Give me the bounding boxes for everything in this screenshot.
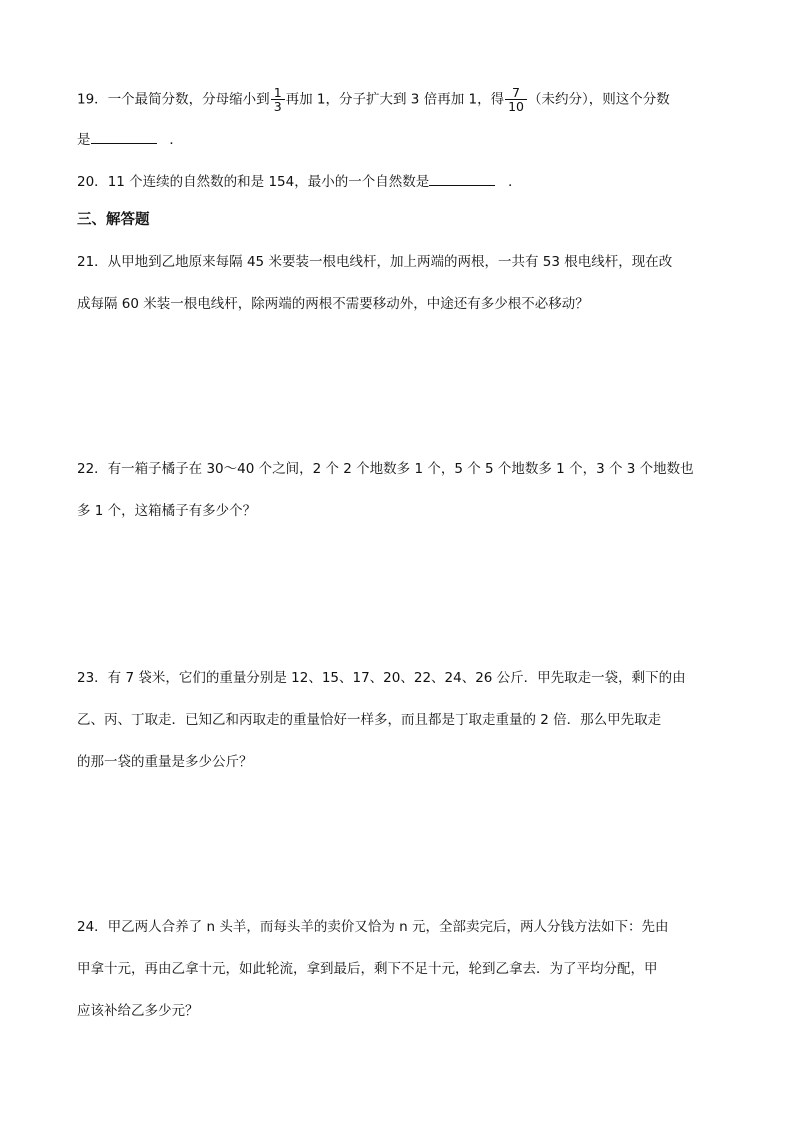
fraction-one-third	[271, 86, 285, 113]
question-text: 是	[77, 132, 91, 148]
fraction-denominator: 3	[273, 99, 282, 114]
question-23-line-1: 23．有 7 袋米，它们的重量分别是 12、15、17、20、22、24、26 公斤．甲先取走一袋，剩下的由	[77, 670, 686, 686]
question-number: 19．	[77, 91, 108, 108]
question-21-line-1: 21．从甲地到乙地原来每隔 45 米要装一根电线杆，加上两端的两根，一共有 53 根电线杆，现在改	[77, 254, 673, 270]
question-21-line-2: 成每隔 60 米装一根电线杆，除两端的两根不需要移动外，中途还有多少根不必移动？	[77, 296, 589, 312]
question-24-line-2: 甲拿十元，再由乙拿十元，如此轮流，拿到最后，剩下不足十元，轮到乙拿去．为了平均分配，甲	[77, 961, 658, 977]
question-23-line-2: 乙、丙、丁取走．已知乙和丙取走的重量恰好一样多，而且都是丁取走重量的 2 倍．那么甲先取走	[77, 712, 662, 728]
section-heading: 三、解答题	[77, 212, 150, 228]
answer-blank[interactable]	[91, 129, 157, 144]
question-text: ．	[508, 174, 522, 190]
fraction-denominator: 10	[508, 99, 524, 114]
question-22-line-1: 22．有一箱子橘子在 30～40 个之间，2 个 2 个地数多 1 个，5 个 5 个地数多 1 个，3 个 3 个地数也	[77, 461, 694, 477]
question-text: 再加 1，分子扩大到 3 倍再加 1，得	[285, 91, 505, 108]
question-22-line-2: 多 1 个，这箱橘子有多少个？	[77, 503, 257, 519]
question-text: 11 个连续的自然数的和是 154，最小的一个自然数是	[107, 174, 430, 190]
fraction-numerator: 7	[505, 86, 527, 100]
fraction-numerator: 1	[271, 86, 285, 100]
answer-blank[interactable]	[429, 171, 495, 186]
question-20	[77, 171, 522, 191]
question-text: ．	[169, 132, 183, 148]
question-number: 20．	[77, 174, 108, 190]
question-19-line-1	[77, 86, 670, 113]
question-19-line-2	[77, 129, 183, 149]
question-text: （未约分），则这个分数	[527, 91, 670, 108]
question-text: 一个最简分数，分母缩小到	[107, 91, 270, 108]
question-24-line-1: 24．甲乙两人合养了 n 头羊，而每头羊的卖价又恰为 n 元，全部卖完后，两人分钱方法如下：先由	[77, 919, 669, 935]
fraction-seven-tenths	[505, 86, 527, 113]
question-23-line-3: 的那一袋的重量是多少公斤？	[77, 754, 253, 770]
question-24-line-3: 应该补给乙多少元？	[77, 1003, 199, 1019]
